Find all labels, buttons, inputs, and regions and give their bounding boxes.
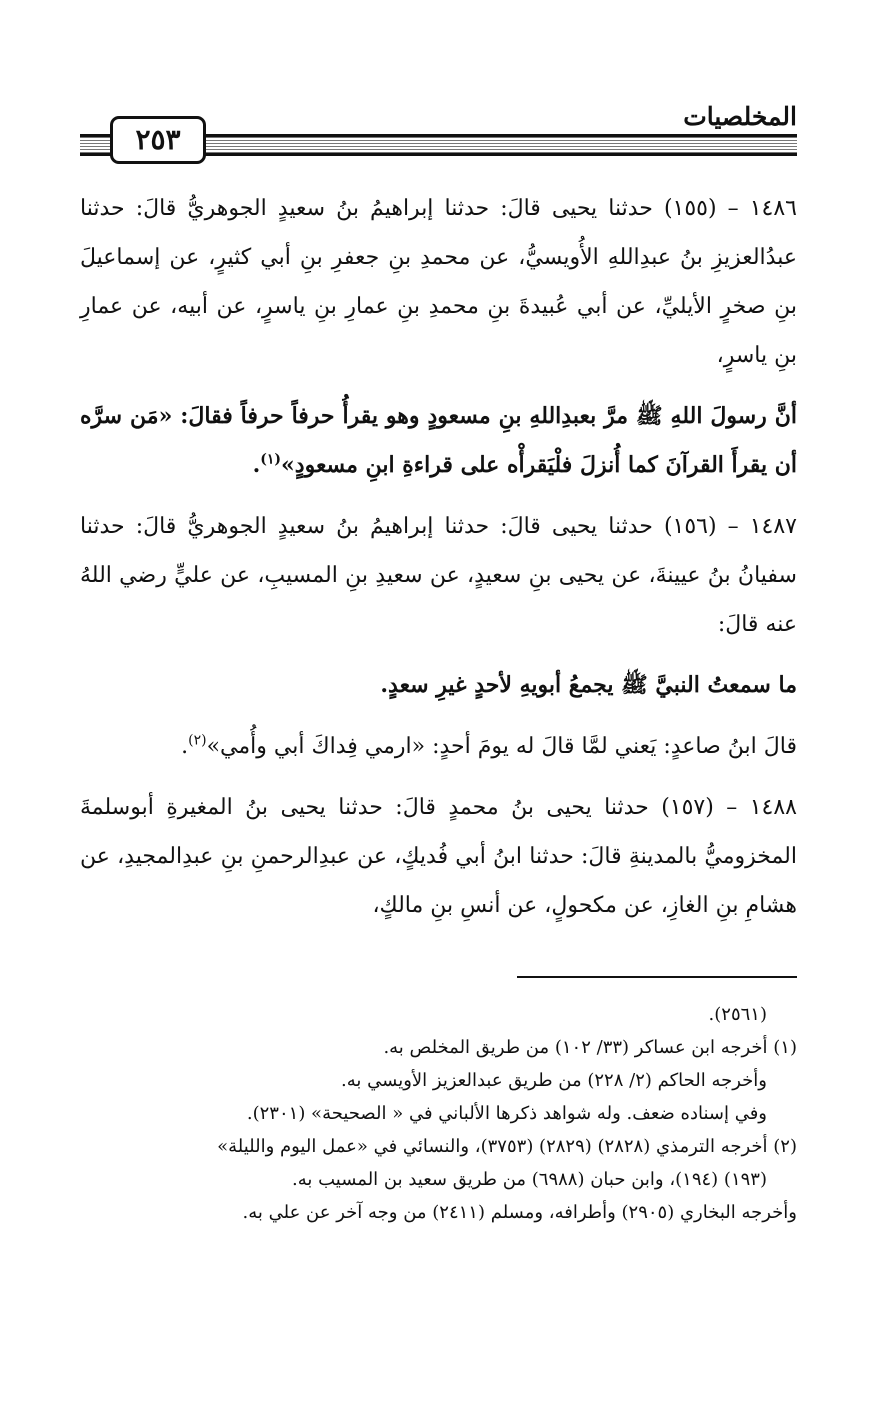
footnote-1-line-3: وفي إسناده ضعف. وله شواهد ذكرها الألباني في « الصحيحة» (٢٣٠١). (246, 1103, 767, 1124)
footnote-2: (٢) أخرجه الترمذي (٢٨٢٨) (٢٨٢٩) (٣٧٥٣)، والنسائي في «عمل اليوم والليلة» (217, 1136, 797, 1157)
hadith-1487-matn: ما سمعتُ النبيَّ ﷺ يجمعُ أبويهِ لأحدٍ غيرِ سعدٍ. (380, 672, 797, 698)
hadith-1487-comment (80, 722, 797, 771)
footnotes (80, 1000, 797, 1231)
footnote-1: (١) أخرجه ابن عساكر (٣٣/ ١٠٢) من طريق المخلص به. (383, 1037, 797, 1058)
hadith-1487-comment-end: . (181, 734, 189, 759)
hadith-1487-isnad: ١٤٨٧ – (١٥٦) حدثنا يحيى قالَ: حدثنا إبراهيمُ بنُ سعيدٍ الجوهريُّ قالَ: حدثنا سفيانُ بنُ عيينةَ، عن يحيى بنِ سعيدٍ، عن سعيدِ بنِ المسيبِ، عن عليٍّ رضي اللهُ عنه قالَ: (80, 514, 797, 637)
footnote-ref-1: (١) (260, 451, 282, 468)
hadith-1486-isnad: ١٤٨٦ – (١٥٥) حدثنا يحيى قالَ: حدثنا إبراهيمُ بنُ سعيدٍ الجوهريُّ قالَ: حدثنا عبدُالعزيزِ بنُ عبدِاللهِ الأُويسيُّ، عن محمدِ بنِ جعفرِ بنِ أبي كثيرٍ، عن إسماعيلَ بنِ صخرٍ الأيليِّ، عن أبي عُبيدةَ بنِ محمدِ بنِ عمارِ بنِ ياسرٍ، عن أبيه، عن عمارِ بنِ ياسرٍ، (80, 196, 797, 368)
footnote-separator (517, 976, 797, 978)
hadith-1486-text: أنَّ رسولَ اللهِ ﷺ مرَّ بعبدِاللهِ بنِ مسعودٍ وهو يقرأُ حرفاً حرفاً فقالَ: «مَن سرَّه أن يقرأَ القرآنَ كما أُنزلَ فلْيَقرأْه على قراءةِ ابنِ مسعودٍ» (80, 403, 797, 478)
footnote-continuation: (٢٥٦١). (708, 1004, 767, 1025)
footnote-2-line-3: وأخرجه البخاري (٢٩٠٥) وأطرافه، ومسلم (٢٤١١) من وجه آخر عن علي به. (242, 1202, 797, 1223)
footnote-ref-2: (٢) (188, 732, 207, 749)
footnote-2-line-2: (١٩٣) (١٩٤)، وابن حبان (٦٩٨٨) من طريق سعيد بن المسيب به. (292, 1169, 767, 1190)
hadith-1488-isnad: ١٤٨٨ – (١٥٧) حدثنا يحيى بنُ محمدٍ قالَ: حدثنا يحيى بنُ المغيرةِ أبوسلمةَ المخزوميُّ بالمدينةِ قالَ: حدثنا ابنُ أبي فُديكٍ، عن عبدِالرحمنِ بنِ عبدِالمجيدِ، عن هشامِ بنِ الغازِ، عن مكحولٍ، عن أنسِ بنِ مالكٍ، (80, 795, 797, 918)
main-text (80, 184, 797, 942)
hadith-1487-comment-text: قالَ ابنُ صاعدٍ: يَعني لمَّا قالَ له يومَ أحدٍ: «ارمي فِداكَ أبي وأُمي» (206, 734, 797, 759)
footnote-1-line-2: وأخرجه الحاكم (٢/ ٢٢٨) من طريق عبدالعزيز الأويسي به. (341, 1070, 767, 1091)
hadith-1486-end: . (252, 452, 261, 478)
running-title: المخلصيات (683, 102, 797, 131)
hadith-1486-matn (80, 392, 797, 490)
page-number: ٢٥٣ (110, 116, 206, 164)
page-header (80, 100, 797, 158)
